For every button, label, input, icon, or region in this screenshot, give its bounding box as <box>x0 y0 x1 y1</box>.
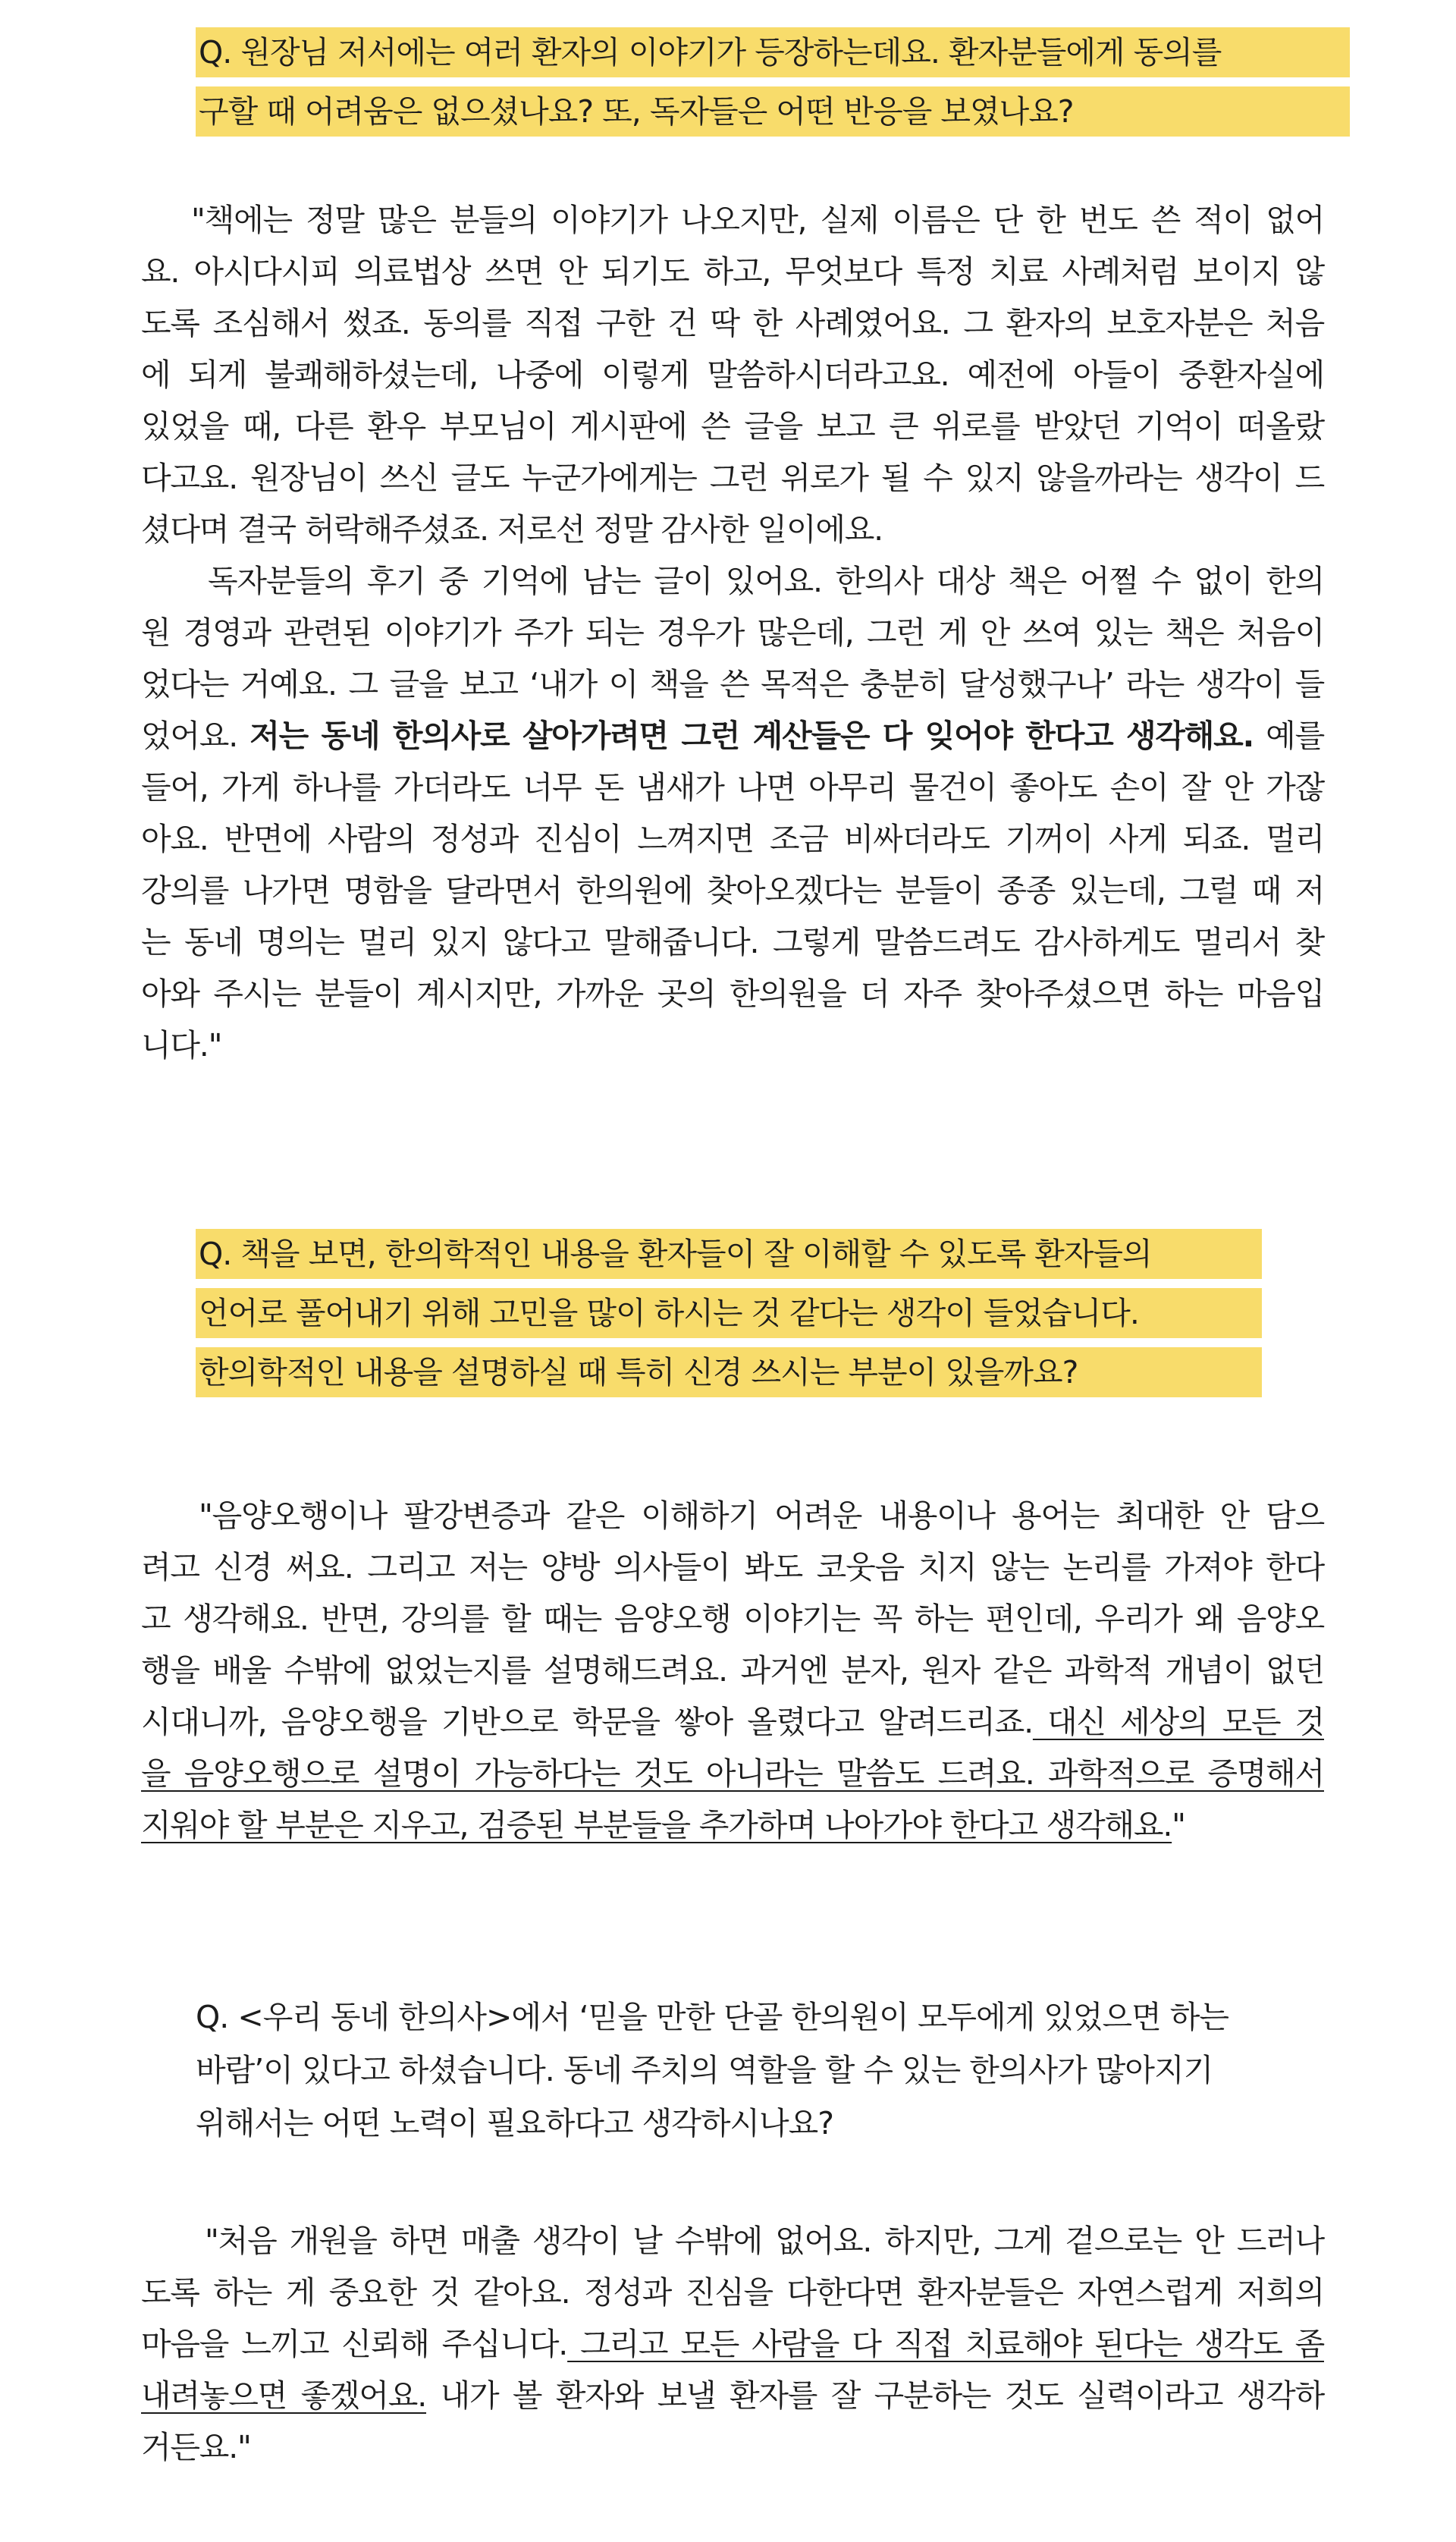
answer-1 <box>141 194 1324 1071</box>
answer-1-line: 다고요. 원장님이 쓰신 글도 누군가에게는 그런 위로가 될 수 있지 않을까라는 생각이 드 <box>141 460 1324 496</box>
answer-2 <box>141 1490 1324 1851</box>
answer-3-text: 마음을 느끼고 신뢰해 주십니다. <box>141 2326 568 2362</box>
answer-1-line: 도록 조심해서 썼죠. 동의를 직접 구한 건 딱 한 사례였어요. 그 환자의 보호자분은 처음 <box>141 305 1324 341</box>
answer-3 <box>141 2215 1324 2473</box>
answer-1-line: 원 경영과 관련된 이야기가 주가 되는 경우가 많은데, 그런 게 안 쓰여 있는 책은 처음이 <box>141 614 1324 651</box>
answer-2-line: 행을 배울 수밖에 없었는지를 설명해드려요. 과거엔 분자, 원자 같은 과학적 개념이 없던 <box>141 1652 1324 1689</box>
answer-1-line: 아요. 반면에 사람의 정성과 진심이 느껴지면 조금 비싸더라도 기꺼이 사게 되죠. 멀리 <box>141 821 1324 857</box>
answer-2-line: 고 생각해요. 반면, 강의를 할 때는 음양오행 이야기는 꼭 하는 편인데, 우리가 왜 음양오 <box>141 1601 1324 1637</box>
answer-3-line-mixed <box>141 2318 1324 2370</box>
answer-1-line-mixed <box>141 710 1324 762</box>
answer-1-line: 들어, 가게 하나를 가더라도 너무 돈 냄새가 나면 아무리 물건이 좋아도 손이 잘 안 가잖 <box>141 769 1324 806</box>
question-1-line-1: Q. 원장님 저서에는 여러 환자의 이야기가 등장하는데요. 환자분들에게 동의를 <box>196 27 1350 77</box>
question-2-line-2: 언어로 풀어내기 위해 고민을 많이 하시는 것 같다는 생각이 들었습니다. <box>196 1288 1262 1338</box>
question-2-line-1: Q. 책을 보면, 한의학적인 내용을 환자들이 잘 이해할 수 있도록 환자들의 <box>196 1229 1262 1279</box>
answer-3-underlined: 그리고 모든 사람을 다 직접 치료해야 된다는 생각도 좀 <box>567 2326 1324 2362</box>
answer-3-line: 도록 하는 게 중요한 것 같아요. 정성과 진심을 다한다면 환자분들은 자연스럽게 저희의 <box>141 2274 1324 2311</box>
answer-2-line: 려고 신경 써요. 그리고 저는 양방 의사들이 봐도 코웃음 치지 않는 논리를 가져야 한다 <box>141 1549 1324 1585</box>
question-3-line-1: Q. <우리 동네 한의사>에서 ‘믿을 만한 단골 한의원이 모두에게 있었으면 하는 <box>196 1999 1228 2035</box>
answer-1-line: 니다." <box>141 1027 222 1064</box>
answer-1-line: 는 동네 명의는 멀리 있지 않다고 말해줍니다. 그렇게 말씀드려도 감사하게도 멀리서 찾 <box>141 924 1324 960</box>
answer-1-text: 예를 <box>1266 718 1324 754</box>
question-1 <box>196 27 1350 146</box>
answer-2-text: " <box>1172 1807 1185 1843</box>
question-3-line-2: 바람’이 있다고 하셨습니다. 동네 주치의 역할을 할 수 있는 한의사가 많아지기 <box>196 2052 1213 2088</box>
question-2 <box>196 1229 1262 1406</box>
answer-3-line: "처음 개원을 하면 매출 생각이 날 수밖에 없어요. 하지만, 그게 겉으로는 안 드러나 <box>205 2223 1324 2259</box>
answer-1-line: 요. 아시다시피 의료법상 쓰면 안 되기도 하고, 무엇보다 특정 치료 사례처럼 보이지 않 <box>141 253 1324 290</box>
answer-2-line-mixed <box>141 1696 1324 1748</box>
answer-2-underlined: 지워야 할 부분은 지우고, 검증된 부분들을 추가하며 나아가야 한다고 생각해요. <box>141 1807 1172 1843</box>
answer-3-text: 내가 볼 환자와 보낼 환자를 잘 구분하는 것도 실력이라고 생각하 <box>426 2377 1324 2414</box>
answer-3-line-mixed <box>141 2370 1324 2421</box>
answer-2-text: 시대니까, 음양오행을 기반으로 학문을 쌓아 올렸다고 알려드리죠. <box>141 1704 1033 1740</box>
answer-2-line-mixed <box>141 1799 1324 1851</box>
answer-1-text: 었어요. <box>141 718 238 754</box>
answer-1-line: 독자분들의 후기 중 기억에 남는 글이 있어요. 한의사 대상 책은 어쩔 수 없이 한의 <box>208 563 1324 599</box>
answer-1-line: "책에는 정말 많은 분들의 이야기가 나오지만, 실제 이름은 단 한 번도 쓴 적이 없어 <box>191 202 1324 238</box>
answer-1-line: 있었을 때, 다른 환우 부모님이 게시판에 쓴 글을 보고 큰 위로를 받았던 기억이 떠올랐 <box>141 408 1324 445</box>
answer-3-underlined: 내려놓으면 좋겠어요. <box>141 2377 427 2414</box>
question-3-line-3: 위해서는 어떤 노력이 필요하다고 생각하시나요? <box>196 2105 834 2141</box>
question-3 <box>196 1991 1228 2150</box>
question-1-line-2: 구할 때 어려움은 없으셨나요? 또, 독자들은 어떤 반응을 보였나요? <box>196 86 1350 137</box>
answer-1-line: 아와 주시는 분들이 계시지만, 가까운 곳의 한의원을 더 자주 찾아주셨으면 하는 마음입 <box>141 976 1324 1012</box>
answer-1-line: 었다는 거예요. 그 글을 보고 ‘내가 이 책을 쓴 목적은 충분히 달성했구나’ 라는 생각이 들 <box>141 666 1324 702</box>
answer-1-line: 셨다며 결국 허락해주셨죠. 저로선 정말 감사한 일이에요. <box>141 511 883 548</box>
answer-2-underlined: 대신 세상의 모든 것 <box>1032 1704 1325 1740</box>
answer-1-line: 강의를 나가면 명함을 달라면서 한의원에 찾아오겠다는 분들이 종종 있는데, 그럴 때 저 <box>141 872 1324 909</box>
answer-1-emphasis: 저는 동네 한의사로 살아가려면 그런 계산들은 다 잊어야 한다고 생각해요. <box>249 718 1254 754</box>
question-2-line-3: 한의학적인 내용을 설명하실 때 특히 신경 쓰시는 부분이 있을까요? <box>196 1347 1262 1397</box>
answer-3-line: 거든요." <box>141 2429 251 2465</box>
answer-1-line: 에 되게 불쾌해하셨는데, 나중에 이렇게 말씀하시더라고요. 예전에 아들이 중환자실에 <box>141 357 1324 393</box>
answer-2-line: "음양오행이나 팔강변증과 같은 이해하기 어려운 내용이나 용어는 최대한 안 담으 <box>199 1497 1324 1534</box>
answer-2-underlined-line: 을 음양오행으로 설명이 가능하다는 것도 아니라는 말씀도 드려요. 과학적으로 증명해서 <box>141 1755 1324 1792</box>
